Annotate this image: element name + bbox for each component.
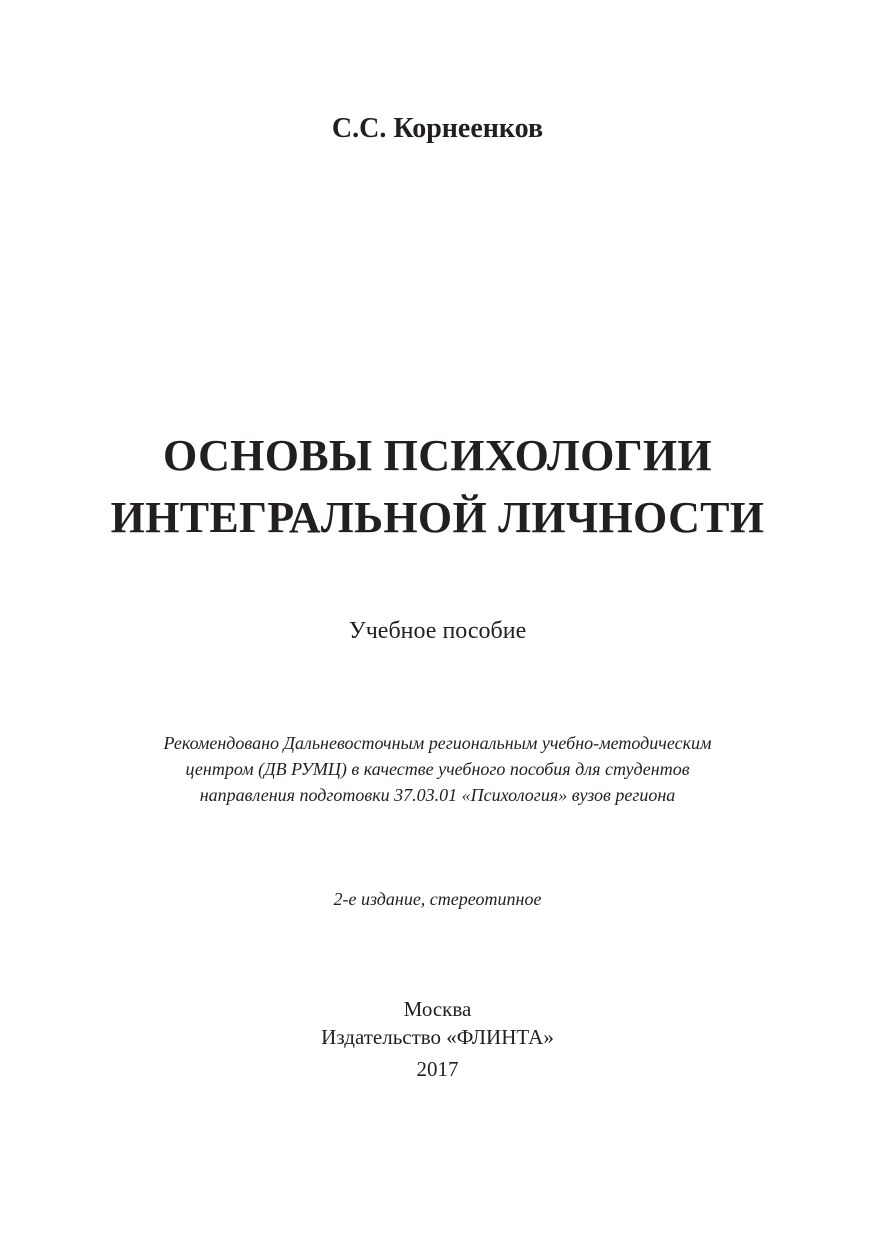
- book-subtitle: Учебное пособие: [348, 618, 527, 644]
- recommendation-line-1: Рекомендовано Дальневосточным региональным учебно-методическим: [163, 733, 712, 753]
- imprint-year: 2017: [416, 1057, 459, 1081]
- recommendation-line-3: направления подготовки 37.03.01 «Психология» вузов региона: [199, 785, 676, 805]
- imprint-publisher: Издательство «ФЛИНТА»: [321, 1025, 554, 1049]
- edition-note: 2-е издание, стереотипное: [333, 889, 542, 909]
- imprint-city: Москва: [403, 997, 472, 1021]
- author-name: С.С. Корнеенков: [331, 113, 544, 144]
- recommendation-line-2: центром (ДВ РУМЦ) в качестве учебного пособия для студентов: [185, 759, 690, 779]
- book-title-line-2: ИНТЕГРАЛЬНОЙ ЛИЧНОСТИ: [110, 493, 765, 542]
- book-title-line-1: ОСНОВЫ ПСИХОЛОГИИ: [163, 431, 712, 480]
